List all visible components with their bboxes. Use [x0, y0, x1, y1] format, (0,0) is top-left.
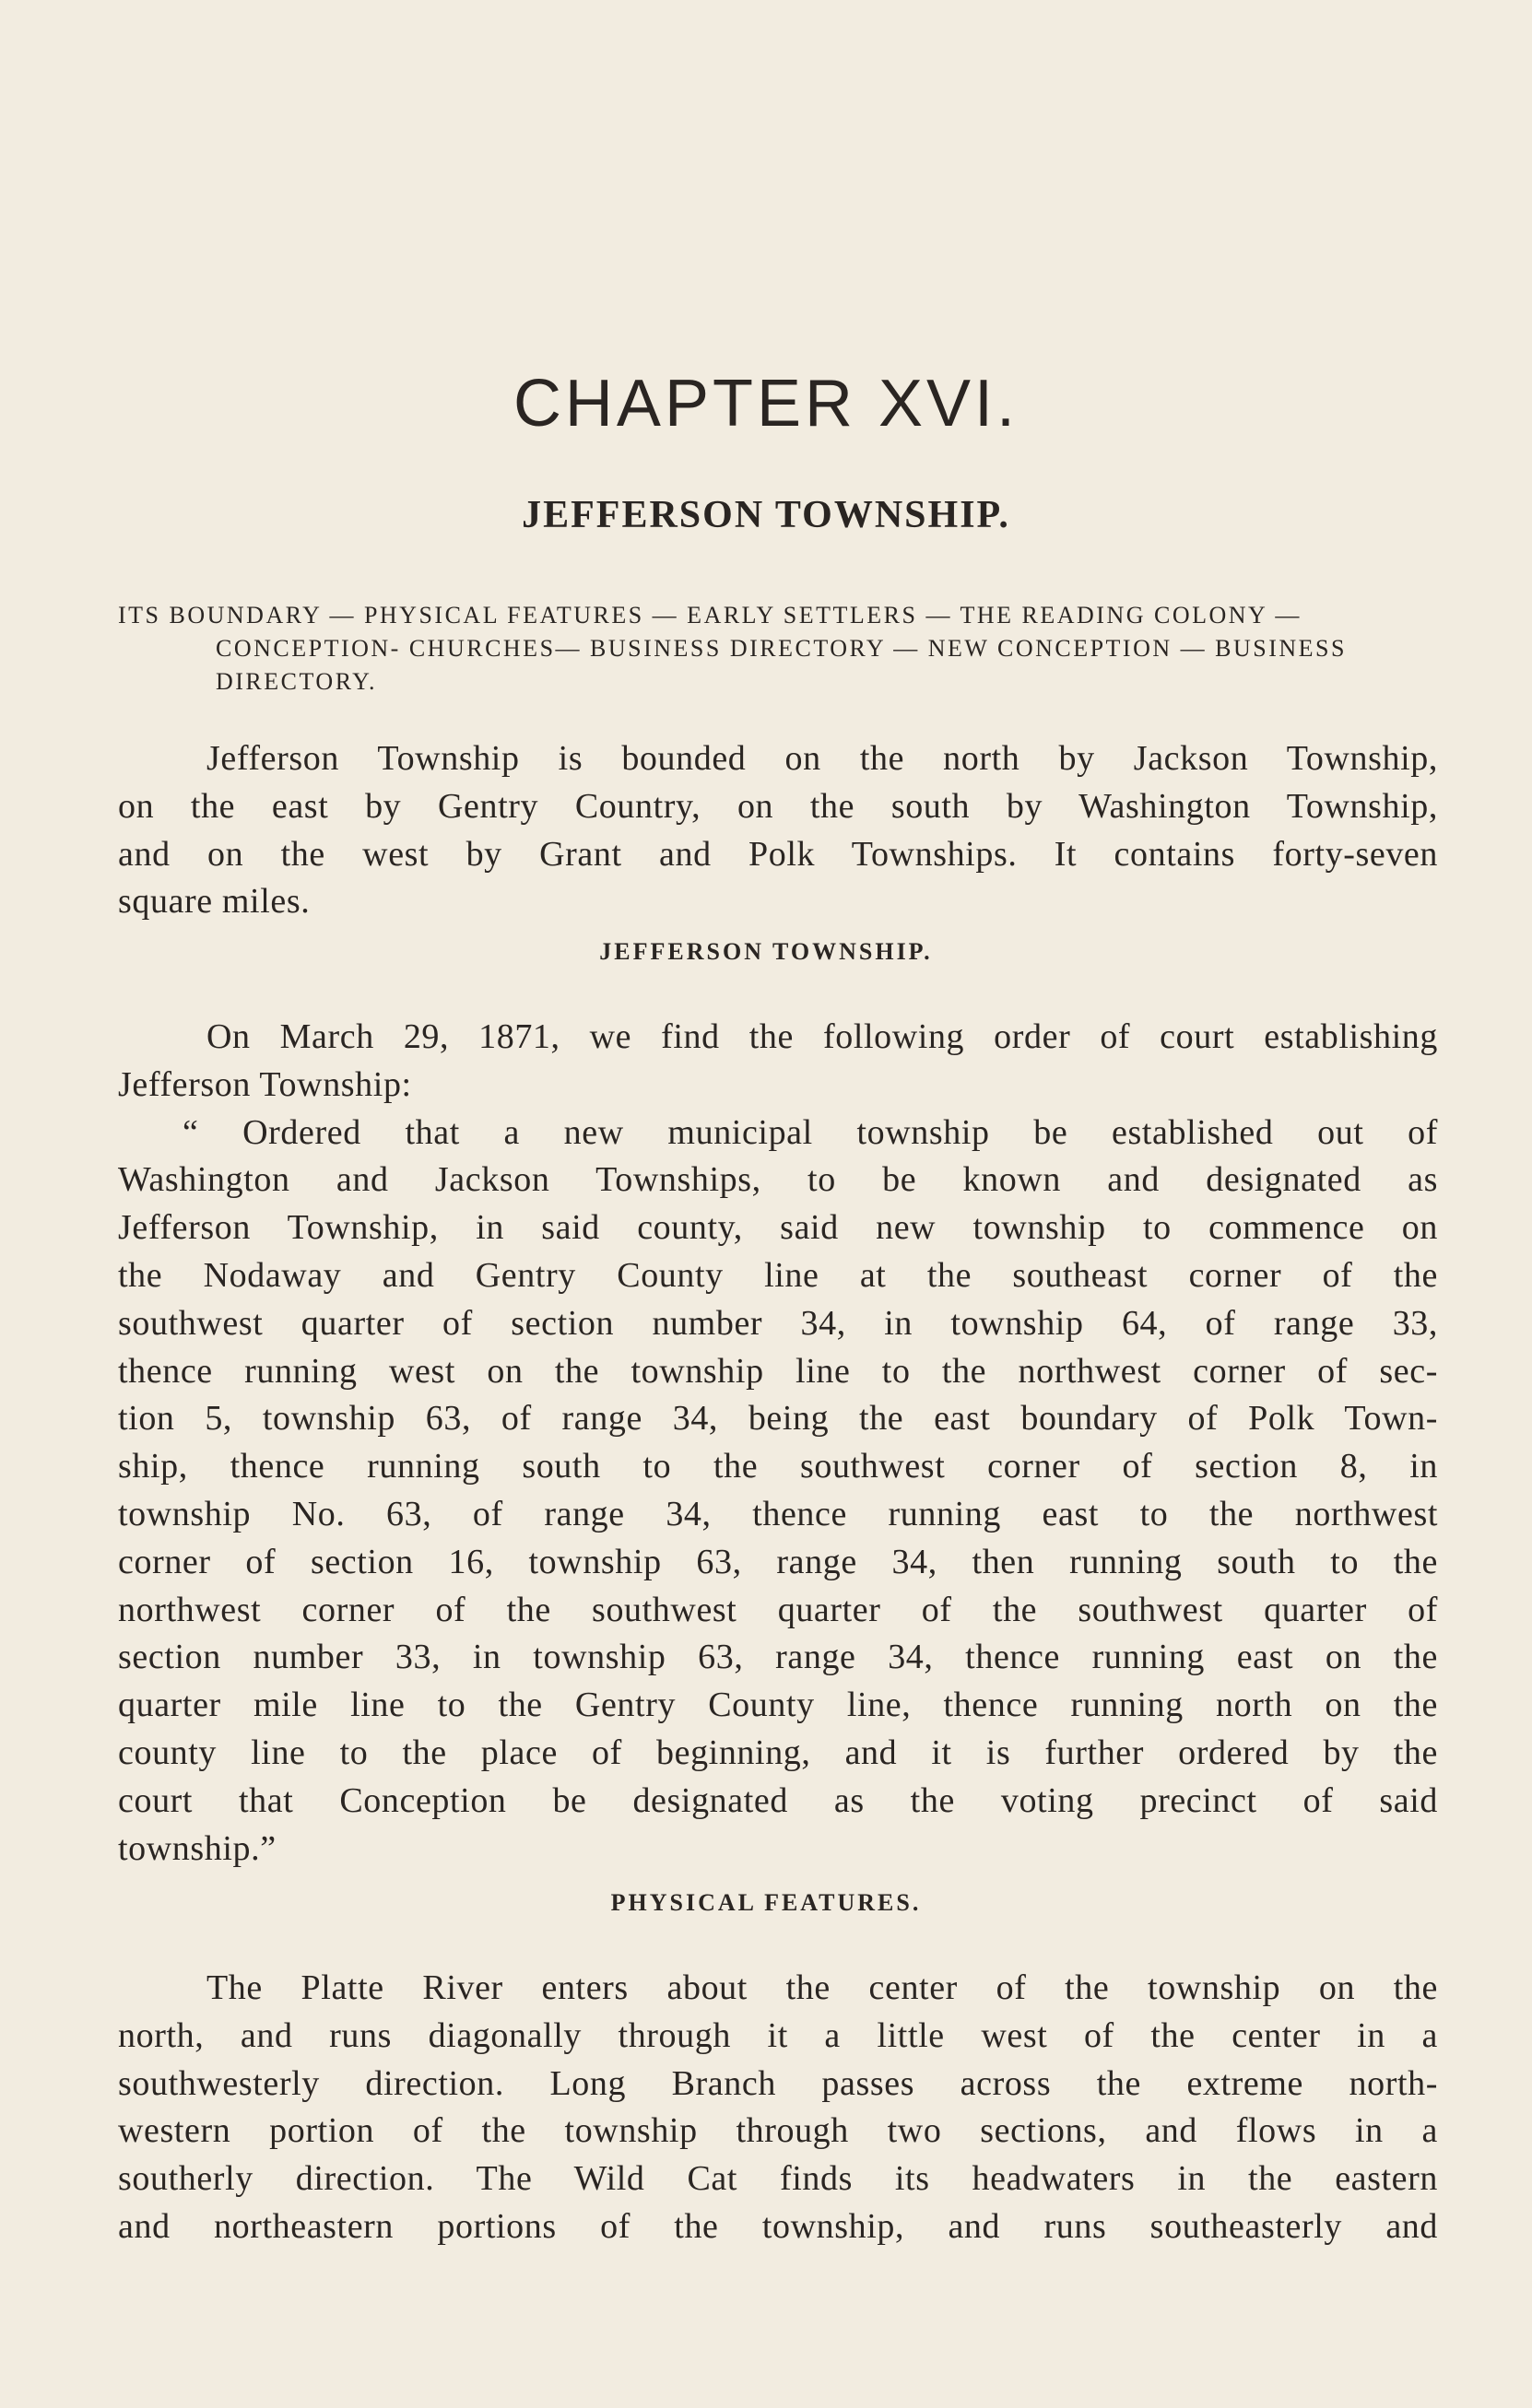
text-line: section number 33, in township 63, range 34, thence running east on the — [118, 1638, 1438, 1677]
text-line: square miles. — [118, 882, 311, 922]
physical-paragraph — [118, 1965, 1438, 2251]
synopsis-line: ITS BOUNDARY — PHYSICAL FEATURES — EARLY SETTLERS — THE READING COLONY — — [118, 602, 1302, 628]
text-line: Washington and Jackson Townships, to be known and designated as — [118, 1160, 1438, 1200]
text-line: the Nodaway and Gentry County line at the southeast corner of the — [118, 1255, 1438, 1295]
text-line: and on the west by Grant and Polk Townships. It contains forty-seven — [118, 834, 1438, 874]
intro-paragraph — [118, 735, 1438, 926]
synopsis-line: DIRECTORY. — [216, 668, 378, 695]
text-line: Jefferson Township, in said county, said new township to commence on — [118, 1208, 1438, 1248]
text-line: ship, thence running south to the southwest corner of section 8, in — [118, 1447, 1438, 1486]
text-line: on the east by Gentry Country, on the south by Washington Township, — [118, 786, 1438, 826]
chapter-title: CHAPTER XVI. — [513, 367, 1019, 440]
section-heading-physical: PHYSICAL FEATURES. — [610, 1889, 922, 1916]
section-heading-jefferson: JEFFERSON TOWNSHIP. — [599, 938, 933, 965]
text-line: Jefferson Township is bounded on the north by Jackson Township, — [206, 739, 1438, 778]
text-line: On March 29, 1871, we find the following order of court establishing — [206, 1017, 1438, 1056]
text-line: county line to the place of beginning, and it is further ordered by the — [118, 1733, 1438, 1772]
text-line: Jefferson Township: — [118, 1064, 412, 1104]
text-line: township No. 63, of range 34, thence running east to the northwest — [118, 1494, 1438, 1533]
synopsis-line: CONCEPTION- CHURCHES— BUSINESS DIRECTORY — NEW CONCEPTION — BUSINESS — [216, 635, 1347, 662]
text-line: southwest quarter of section number 34, in township 64, of range 33, — [118, 1303, 1438, 1343]
text-line: tion 5, township 63, of range 34, being the east boundary of Polk Town- — [118, 1399, 1438, 1439]
chapter-subtitle: JEFFERSON TOWNSHIP. — [522, 494, 1010, 536]
chapter-synopsis — [118, 599, 1445, 699]
text-line: quarter mile line to the Gentry County line, thence running north on the — [118, 1686, 1438, 1725]
text-line: “ Ordered that a new municipal township be established out of — [183, 1112, 1438, 1152]
text-line: and northeastern portions of the township, and runs southeasterly and — [118, 2206, 1438, 2246]
text-line: western portion of the township through two sections, and flows in a — [118, 2111, 1438, 2151]
text-line: thence running west on the township line to the northwest corner of sec- — [118, 1351, 1438, 1391]
text-line: court that Conception be designated as the voting precinct of said — [118, 1780, 1438, 1820]
text-line: southwesterly direction. Long Branch passes across the extreme north- — [118, 2063, 1438, 2103]
text-line: township.” — [118, 1828, 277, 1868]
text-line: The Platte River enters about the center of the township on the — [206, 1968, 1438, 2007]
text-line: northwest corner of the southwest quarter of the southwest quarter of — [118, 1590, 1438, 1629]
text-line: north, and runs diagonally through it a little west of the center in a — [118, 2015, 1438, 2055]
order-paragraph — [118, 1014, 1438, 1873]
text-line: southerly direction. The Wild Cat finds its headwaters in the eastern — [118, 2159, 1438, 2199]
text-line: corner of section 16, township 63, range 34, then running south to the — [118, 1542, 1438, 1581]
